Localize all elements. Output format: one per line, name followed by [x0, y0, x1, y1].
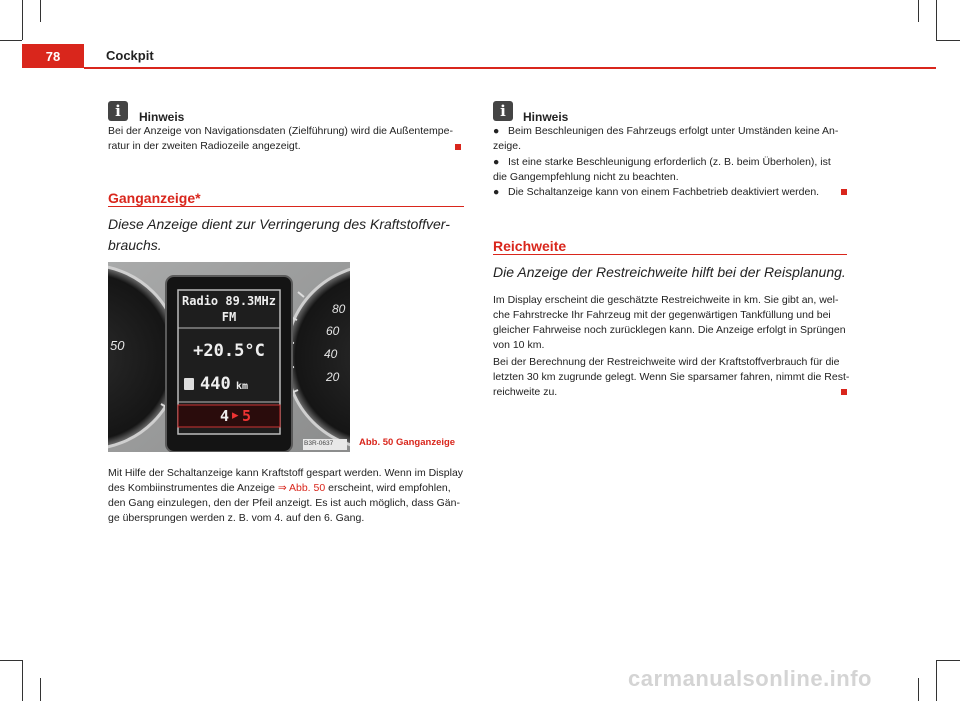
section-end-marker: [455, 144, 461, 150]
display-gear-next: 5: [242, 407, 252, 425]
body-line: Bei der Berechnung der Restreichweite wird der Kraftstoffverbrauch für die: [493, 356, 840, 368]
figure-reference-link[interactable]: ⇒ Abb. 50: [277, 482, 326, 494]
note-title-right: Hinweis: [523, 110, 569, 124]
body-line: letzten 30 km zugrunde gelegt. Wenn Sie sparsamer fahren, nimmt die Rest-: [493, 371, 850, 383]
figure-code: B3R-0637: [304, 440, 334, 447]
gear-body-text: [108, 466, 474, 526]
note-line: Bei der Anzeige von Navigationsdaten (Zielführung) wird die Außentempe-: [108, 125, 453, 137]
right-gauge-number: 60: [326, 324, 340, 338]
gear-arrow-icon: ▸: [232, 408, 239, 423]
header-rule: [84, 67, 936, 69]
crop-mark: [936, 660, 960, 661]
display-range: 440: [200, 374, 231, 394]
display-radio-text: Radio 89.3MHz: [182, 294, 276, 308]
page-number: 78: [22, 44, 84, 68]
crop-mark: [40, 0, 41, 22]
note-bullet: [493, 155, 849, 170]
bullet-icon: ●: [493, 156, 500, 168]
range-paragraph-1: [493, 293, 863, 353]
page-header-title: Cockpit: [106, 48, 154, 63]
crop-mark: [22, 660, 23, 701]
body-line: reichweite zu.: [493, 386, 558, 398]
instrument-cluster-figure: [108, 262, 350, 452]
section-title-gear: Ganganzeige*: [108, 190, 201, 206]
subtitle-line: brauchs.: [108, 237, 162, 253]
body-line-part: erscheint, wird empfohlen,: [325, 482, 451, 494]
crop-mark: [918, 0, 919, 22]
bullet-icon: ●: [493, 186, 500, 198]
section-rule: [108, 206, 464, 207]
section-rule: [493, 254, 847, 255]
section-subtitle-range: Die Anzeige der Restreichweite hilft bei der Reisplanung.: [493, 264, 846, 280]
body-line: gleicher Fahrweise noch zurücklegen kann. Die Anzeige erfolgt in Sprüngen: [493, 324, 846, 336]
crop-mark: [0, 40, 22, 41]
note-bullet: [493, 124, 849, 139]
left-gauge-number: 50: [110, 338, 125, 353]
body-line: Im Display erscheint die geschätzte Restreichweite in km. Sie gibt an, wel-: [493, 294, 839, 306]
body-line: von 10 km.: [493, 339, 545, 351]
section-end-marker: [841, 389, 847, 395]
subtitle-line: Diese Anzeige dient zur Verringerung des Kraftstoffver-: [108, 216, 450, 232]
info-icon: i: [493, 101, 513, 121]
crop-mark: [918, 678, 919, 701]
body-line: che Fahrstrecke Ihr Fahrzeug mit der gegenwärtigen Tankfüllung und bei: [493, 309, 831, 321]
right-gauge-number: 20: [326, 370, 340, 384]
display-temperature: +20.5°C: [193, 341, 265, 361]
note-line: ratur in der zweiten Radiozeile angezeigt.: [108, 140, 301, 152]
display-gear-current: 4: [220, 407, 230, 425]
bullet-continuation: die Gangempfehlung nicht zu beachten.: [493, 171, 679, 183]
bullet-continuation: zeige.: [493, 140, 522, 152]
body-line: Mit Hilfe der Schaltanzeige kann Kraftstoff gespart werden. Wenn im Display: [108, 467, 464, 479]
section-end-marker: [841, 189, 847, 195]
figure-caption: Abb. 50 Ganganzeige: [359, 437, 456, 448]
crop-mark: [936, 0, 937, 40]
fuel-pump-icon: [184, 378, 194, 390]
right-gauge-number: 40: [324, 347, 338, 361]
crop-mark: [22, 0, 23, 40]
body-line: den Gang einzulegen, den der Pfeil anzeigt. Es ist auch möglich, dass Gän-: [108, 497, 460, 509]
note-text-left: [108, 124, 468, 154]
body-line: ge übersprungen werden z. B. vom 4. auf den 6. Gang.: [108, 512, 365, 524]
section-subtitle-gear: [108, 214, 468, 256]
watermark: carmanualsonline.info: [628, 666, 872, 691]
crop-mark: [0, 660, 22, 661]
note-bullet: [493, 185, 849, 200]
right-gauge-number: 80: [332, 302, 346, 316]
crop-mark: [40, 678, 41, 701]
body-line: [108, 481, 474, 496]
crop-mark: [936, 40, 960, 41]
bullet-line: Ist eine starke Beschleunigung erforderlich (z. B. beim Überholen), ist: [508, 156, 831, 168]
section-title-range: Reichweite: [493, 238, 567, 254]
note-title-left: Hinweis: [139, 110, 185, 124]
crop-mark: [936, 660, 937, 701]
body-line-part: des Kombiinstrumentes die Anzeige: [108, 482, 278, 494]
display-band-text: FM: [221, 310, 237, 324]
bullet-line: Beim Beschleunigen des Fahrzeugs erfolgt unter Umständen keine An-: [508, 125, 839, 137]
bullet-icon: ●: [493, 125, 500, 137]
display-range-unit: km: [236, 381, 249, 392]
info-icon: i: [108, 101, 128, 121]
range-paragraph-2: [493, 355, 863, 400]
bullet-line: Die Schaltanzeige kann von einem Fachbetrieb deaktiviert werden.: [508, 186, 820, 198]
